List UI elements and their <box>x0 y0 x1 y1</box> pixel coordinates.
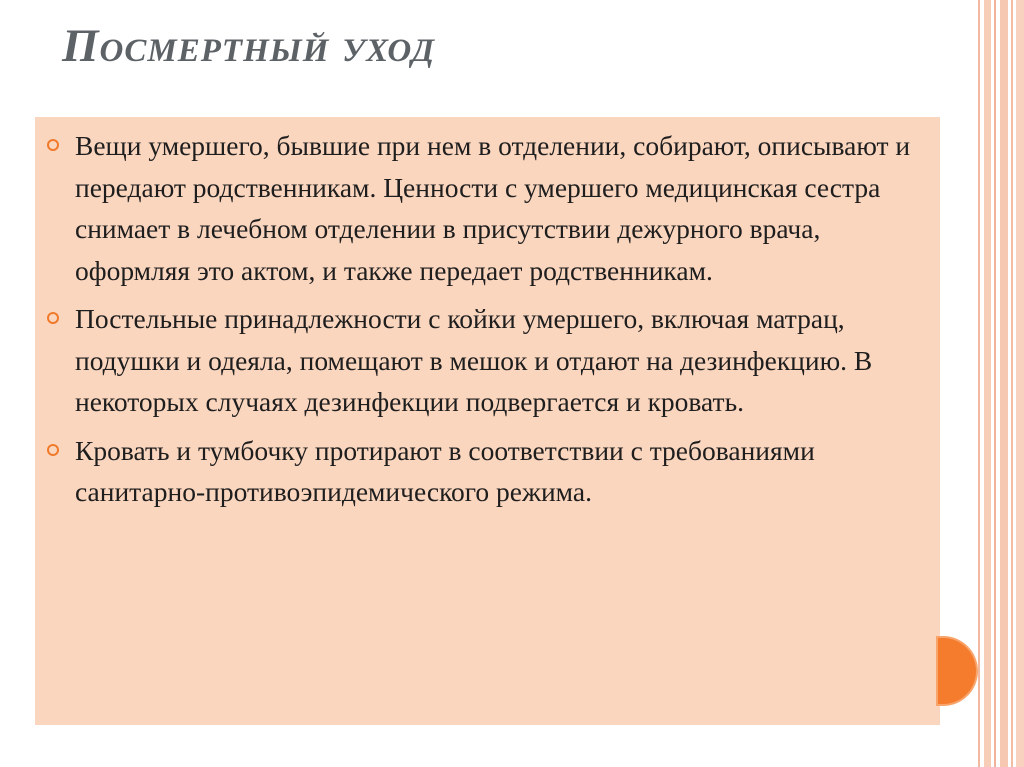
bullet-circle-icon <box>47 139 59 151</box>
decorative-stripe <box>1016 0 1024 767</box>
slide-title: Посмертный уход <box>62 20 435 72</box>
bullet-item <box>35 125 940 291</box>
decorative-stripe <box>1011 0 1013 767</box>
content-box <box>35 117 940 725</box>
decorative-stripe <box>978 0 980 767</box>
decorative-stripe <box>1000 0 1008 767</box>
bullet-text: Кровать и тумбочку протирают в соответствии с требованиями санитарно-противоэпидемического режима. <box>75 434 815 507</box>
bullet-circle-icon <box>47 312 59 324</box>
bullet-list <box>35 125 940 520</box>
bullet-text: Постельные принадлежности с койки умершего, включая матрац, подушки и одеяла, помещают в мешок и отдают на дезинфекцию. В некоторых случаях дезинфекции подвергается и кровать. <box>75 303 873 417</box>
decorative-stripe <box>994 0 996 767</box>
bullet-text: Вещи умершего, бывшие при нем в отделении, собирают, описывают и передают родственникам. Ценности с умершего медицинская сестра снимает в лечебном отделении в присутствии дежурного врача, оформляя это актом, и также передает родственникам. <box>75 130 911 286</box>
bullet-circle-icon <box>47 444 59 456</box>
orange-half-circle-icon <box>938 638 976 704</box>
decorative-stripe <box>984 0 991 767</box>
bullet-item <box>35 298 940 423</box>
bullet-item <box>35 430 940 513</box>
